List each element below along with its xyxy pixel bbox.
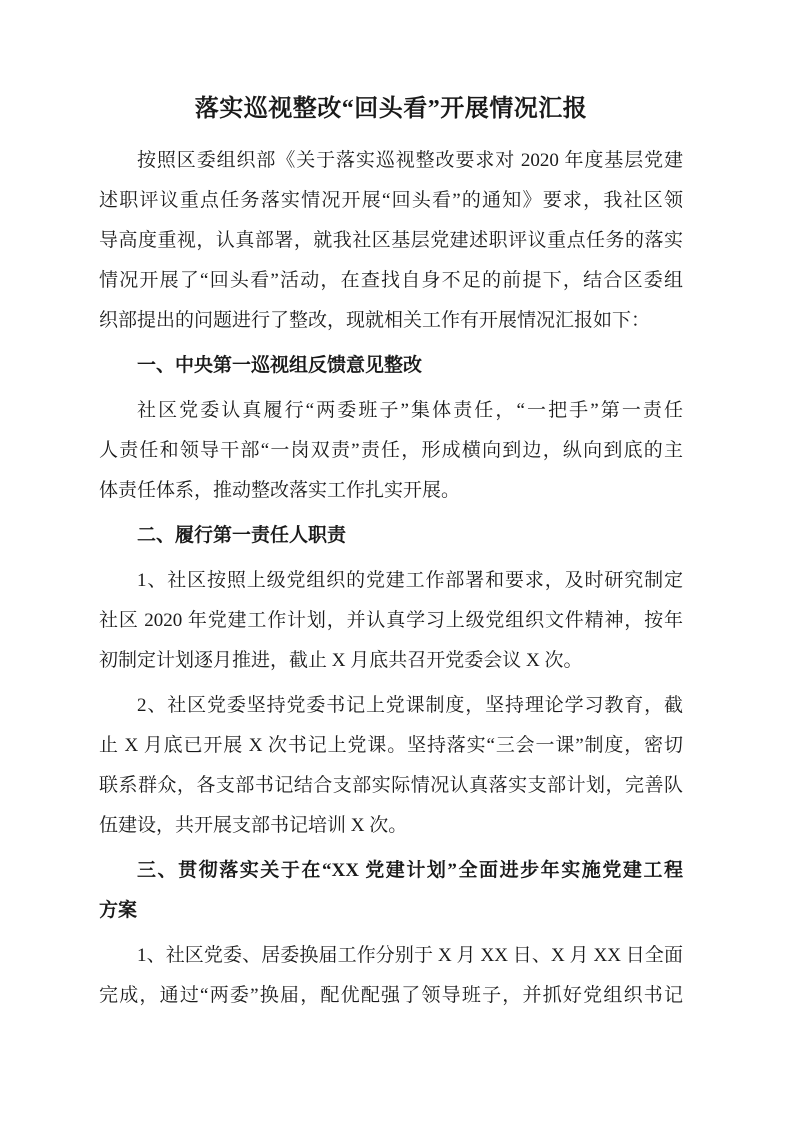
paragraph [99,936,683,1016]
paragraph [99,141,683,341]
text-line: 1、社区党委、居委换届工作分别于 X 月 XX 日、X 月 XX 日全面 [137,945,683,966]
paragraph [99,686,683,846]
document-title: 落实巡视整改“回头看”开展情况汇报 [194,96,588,122]
text-line: 体责任体系，推动整改落实工作扎实开展。 [99,480,461,501]
text-line: 述职评议重点任务落实情况开展“回头看”的通知》要求，我社区领 [99,190,683,211]
text-line: 2、社区党委坚持党委书记上党课制度，坚持理论学习教育，截 [137,695,683,716]
text-line: 一、中央第一巡视组反馈意见整改 [137,355,423,376]
text-line: 情况开展了“回头看”活动，在查找自身不足的前提下，结合区委组 [99,270,683,291]
text-line: 三、贯彻落实关于在“XX 党建计划”全面进步年实施党建工程 [137,860,683,881]
text-line: 织部提出的问题进行了整改，现就相关工作有开展情况汇报如下： [99,310,651,331]
paragraph [99,561,683,681]
section-heading [99,346,683,386]
text-line: 伍建设，共开展支部书记培训 X 次。 [99,815,408,836]
document-body [99,141,683,1016]
section-heading [99,516,683,556]
text-line: 初制定计划逐月推进，截止 X 月底共召开党委会议 X 次。 [99,650,583,671]
text-line: 完成，通过“两委”换届，配优配强了领导班子，并抓好党组织书记 [99,985,683,1006]
text-line: 联系群众，各支部书记结合支部实际情况认真落实支部计划，完善队 [99,775,683,796]
text-line: 二、履行第一责任人职责 [137,525,347,546]
text-line: 1、社区按照上级党组织的党建工作部署和要求，及时研究制定 [137,570,683,591]
text-line: 社区党委认真履行“两委班子”集体责任，“一把手”第一责任 [137,400,683,421]
text-line: 按照区委组织部《关于落实巡视整改要求对 2020 年度基层党建 [137,150,683,171]
text-line: 人责任和领导干部“一岗双责”责任，形成横向到边，纵向到底的主 [99,440,683,461]
paragraph [99,391,683,511]
section-heading [99,851,683,931]
text-line: 方案 [99,900,138,921]
text-line: 社区 2020 年党建工作计划，并认真学习上级党组织文件精神，按年 [99,610,683,631]
text-line: 导高度重视，认真部署，就我社区基层党建述职评议重点任务的落实 [99,230,683,251]
text-line: 止 X 月底已开展 X 次书记上党课。坚持落实“三会一课”制度，密切 [99,735,683,756]
